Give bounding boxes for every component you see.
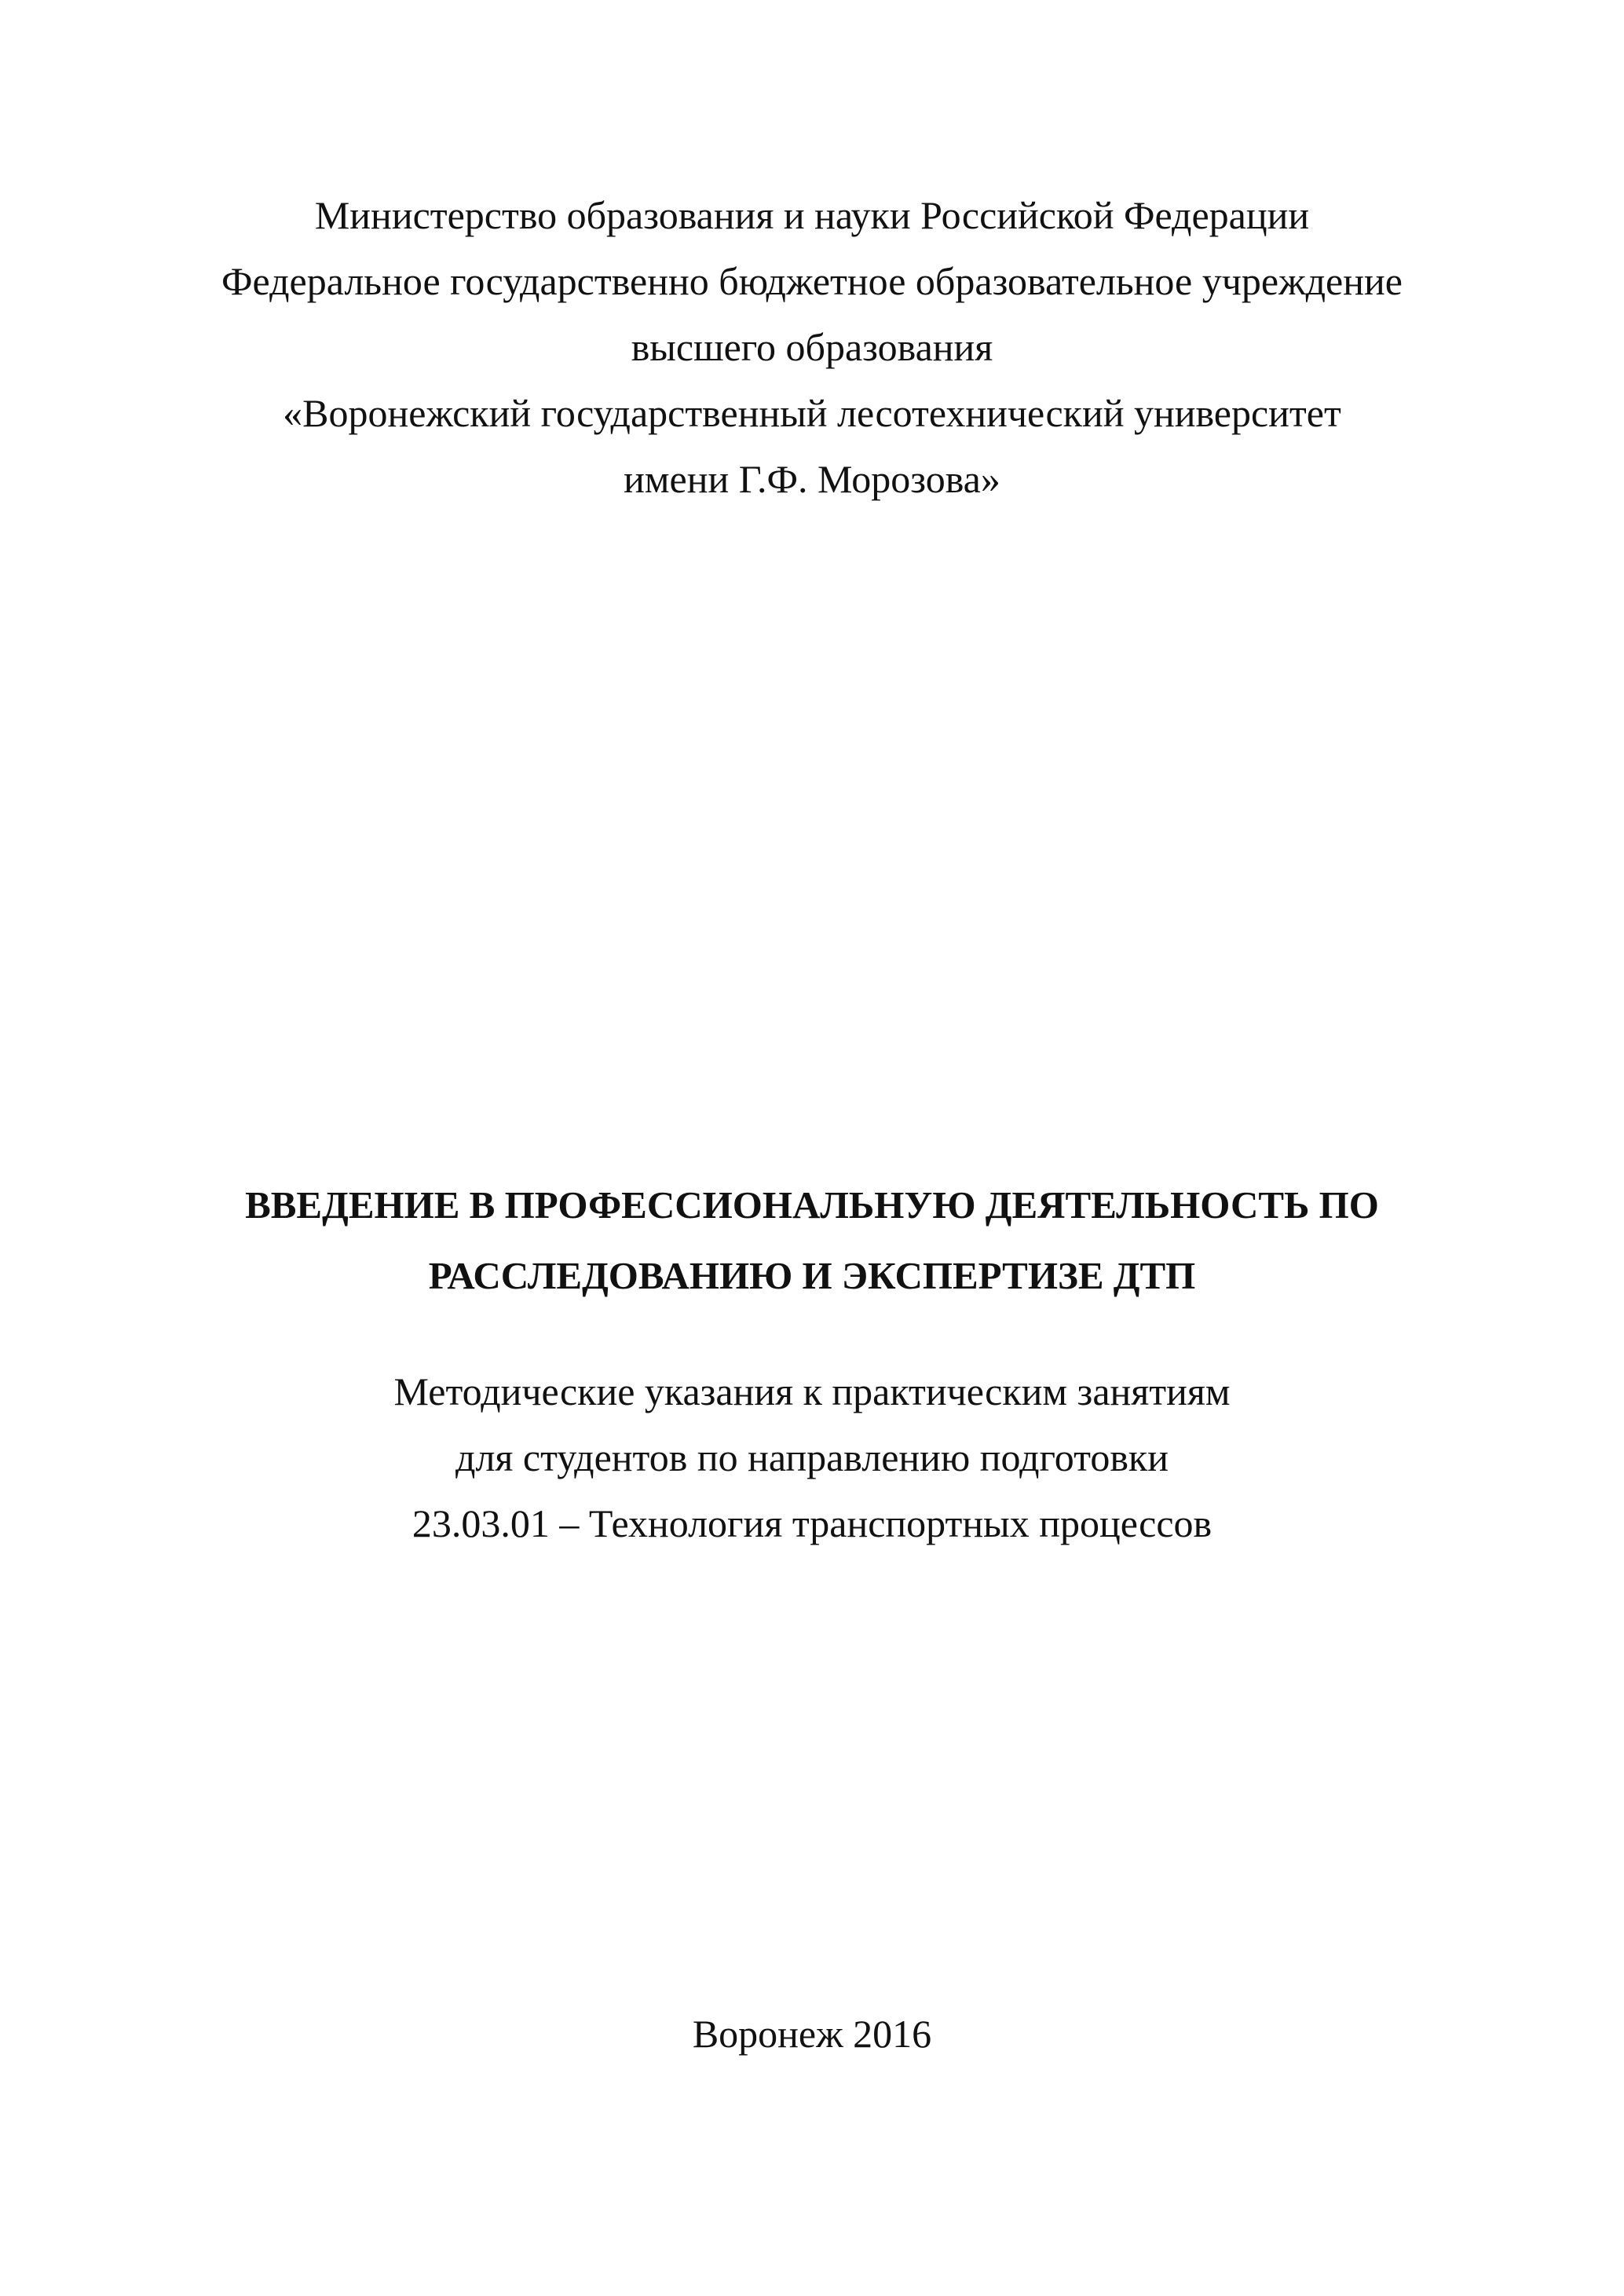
title-line-2: РАССЛЕДОВАНИЮ И ЭКСПЕРТИЗЕ ДТП <box>428 1254 1196 1297</box>
title-line-1: ВВЕДЕНИЕ В ПРОФЕССИОНАЛЬНУЮ ДЕЯТЕЛЬНОСТЬ ПО <box>245 1183 1379 1227</box>
university-name-line: «Воронежский государственный лесотехнический университет <box>283 391 1341 435</box>
subtitle-line-1: Методические указания к практическим занятиям <box>393 1369 1231 1413</box>
document-subtitle <box>0 1358 1624 1556</box>
subtitle-line-3: 23.03.01 – Технология транспортных процессов <box>411 1501 1213 1545</box>
subtitle-line-2: для студентов по направлению подготовки <box>455 1435 1169 1479</box>
institution-header <box>0 182 1624 512</box>
institution-type-line: Федеральное государственно бюджетное образовательное учреждение <box>221 259 1403 303</box>
ministry-line: Министерство образования и науки Российской Федерации <box>314 193 1310 237</box>
city-year: Воронеж 2016 <box>692 2012 932 2056</box>
education-level-line: высшего образования <box>631 325 993 369</box>
imprint-footer <box>0 2001 1624 2067</box>
document-title <box>0 1170 1624 1311</box>
university-namesake-line: имени Г.Ф. Морозова» <box>624 457 1000 501</box>
